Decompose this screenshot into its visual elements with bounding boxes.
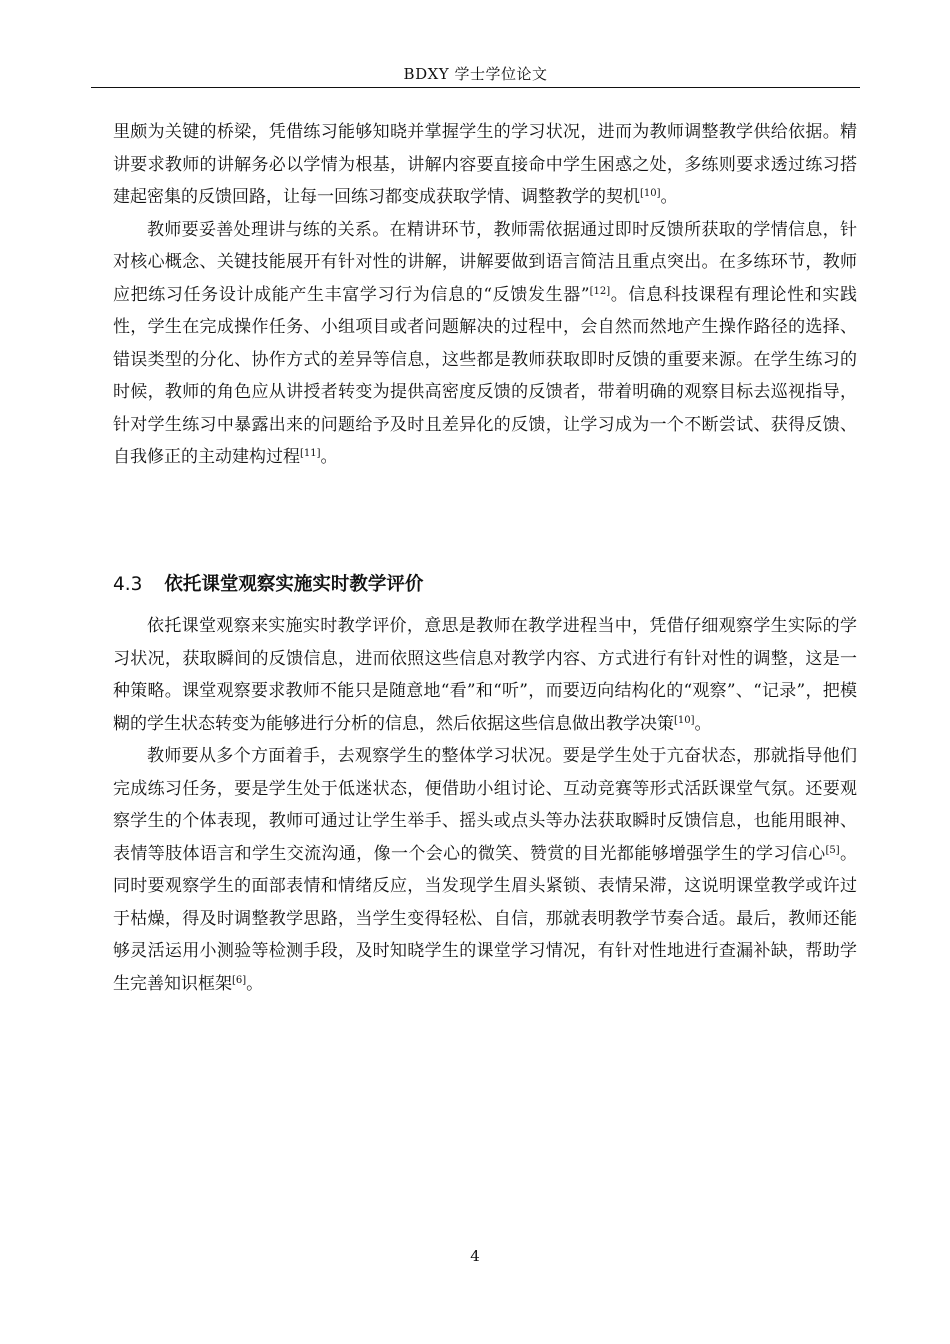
paragraph [113, 214, 857, 474]
section-number: 4.3 [113, 574, 143, 595]
page-number: 4 [470, 1247, 480, 1265]
paragraph-text: 教师要从多个方面着手，去观察学生的整体学习状况。要是学生处于亢奋状态，那就指导他们完成练习任务，要是学生处于低迷状态，便借助小组讨论、互动竞赛等形式活跃课堂气氛。还要观察学生的个体表现，教师可通过让学生举手、摇头或点头等办法获取瞬时反馈信息，也能用眼神、表情等肢体语言和学生交流沟通，像一个会心的微笑、赞赏的目光都能够增强学生的学习信心 [113, 746, 857, 864]
paragraph-text: 。信息科技课程有理论性和实践性，学生在完成操作任务、小组项目或者问题解决的过程中，会自然而然地产生操作路径的选择、错误类型的分化、协作方式的差异等信息，这些都是教师获取即时反馈的重要来源。在学生练习的时候，教师的角色应从讲授者转变为提供高密度反馈的反馈者，带着明确的观察目标去巡视指导，针对学生练习中暴露出来的问题给予及时且差异化的反馈，让学习成为一个不断尝试、获得反馈、自我修正的主动建构过程 [113, 284, 857, 467]
body-text-bottom [113, 610, 857, 1000]
paragraph [113, 116, 857, 214]
paragraph-text: 。同时要观察学生的面部表情和情绪反应，当发现学生眉头紧锁、表情呆滞，这说明课堂教学或许过于枯燥，得及时调整教学思路，当学生变得轻松、自信，那就表明教学节奏合适。最后，教师还能够灵活运用小测验等检测手段，及时知晓学生的课堂学习情况，有针对性地进行查漏补缺，帮助学生完善知识框架 [113, 843, 858, 994]
paragraph-text: 。 [320, 447, 338, 467]
paragraph [113, 740, 857, 1000]
body-text-top [113, 116, 857, 474]
citation-marker: [5] [825, 844, 840, 856]
paragraph-text: 教师要妥善处理讲与练的关系。在精讲环节，教师需依据通过即时反馈所获取的学情信息，针对核心概念、关键技能展开有针对性的讲解，讲解要做到语言简洁且重点突出。在多练环节，教师应把练习任务设计成能产生丰富学习行为信息的“反馈发生器” [113, 219, 857, 305]
citation-marker: [10] [640, 188, 661, 199]
paragraph [113, 610, 857, 740]
citation-marker: [12] [589, 285, 611, 297]
paragraph-text: 。 [660, 187, 678, 207]
section-title: 依托课堂观察实施实时教学评价 [164, 574, 424, 595]
section-heading [113, 570, 423, 600]
header-rule [91, 87, 860, 88]
running-header: BDXY 学士学位论文 [403, 65, 548, 83]
citation-marker: [6] [232, 974, 247, 986]
paragraph-text: 。 [694, 713, 712, 734]
paragraph-text: 依托课堂观察来实施实时教学评价，意思是教师在教学进程当中，凭借仔细观察学生实际的学习状况，获取瞬间的反馈信息，进而依照这些信息对教学内容、方式进行有针对性的调整，这是一种策略。课堂观察要求教师不能只是随意地“看”和“听”，而要迈向结构化的“观察”、“记录”，把模糊的学生状态转变为能够进行分析的信息，然后依据这些信息做出教学决策 [113, 616, 857, 734]
citation-marker: [11] [300, 448, 321, 459]
paragraph-text: 里颇为关键的桥梁，凭借练习能够知晓并掌握学生的学习状况，进而为教师调整教学供给依据。精讲要求教师的讲解务必以学情为根基，讲解内容要直接命中学生困惑之处，多练则要求透过练习搭建起密集的反馈回路，让每一回练习都变成获取学情、调整教学的契机 [113, 122, 857, 207]
citation-marker: [10] [674, 714, 695, 726]
paragraph-text: 。 [246, 973, 264, 994]
